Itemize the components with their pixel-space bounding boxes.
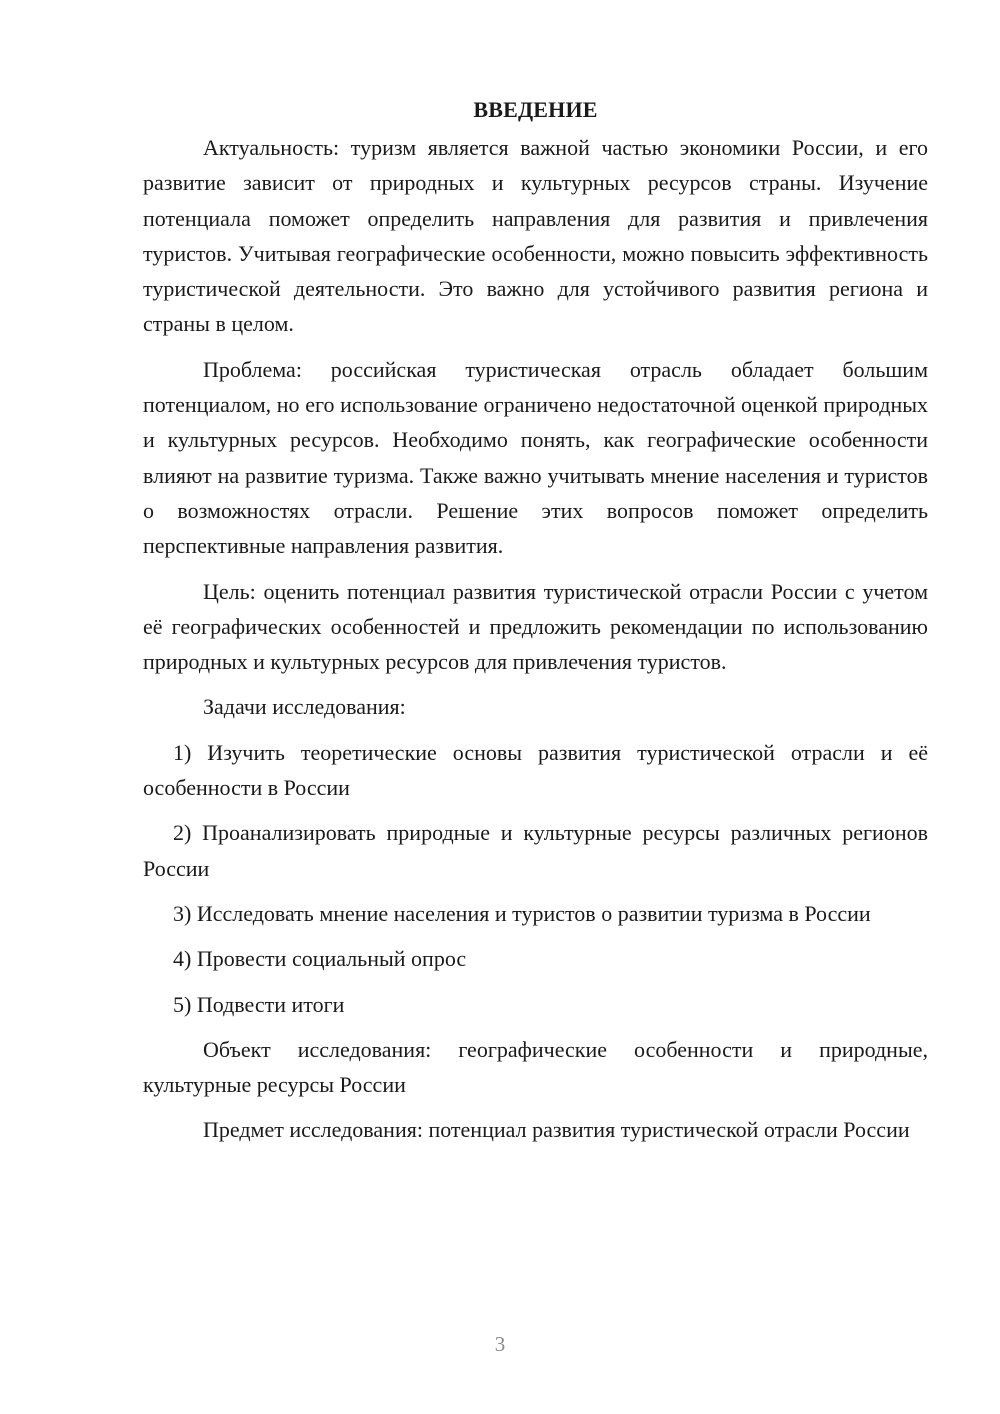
task-item-5: 5) Подвести итоги [173, 991, 345, 1017]
research-object-paragraph: Объект исследования: географические особенности и природные, культурные ресурсы России [143, 1036, 928, 1098]
tasks-heading: Задачи исследования: [203, 694, 406, 720]
problem-paragraph: Проблема: российская туристическая отрасль обладает большим потенциалом, но его использование ограничено недостаточной оценкой природных и культурных ресурсов. Необходимо понять, как географические особенности влияют на развитие туризма. Также важно учитывать мнение населения и туристов о возможностях отрасли. Решение этих вопросов поможет определить перспективные направления развития. [143, 356, 928, 559]
task-item-2: 2) Проанализировать природные и культурные ресурсы различных регионов России [143, 820, 928, 881]
task-item-1: 1) Изучить теоретические основы развития туристической отрасли и её особенности в России [143, 739, 928, 801]
document-page [143, 92, 928, 1158]
relevance-paragraph: Актуальность: туризм является важной частью экономики России, и его развитие зависит от природных и культурных ресурсов страны. Изучение потенциала поможет определить направления для развития и привлечения туристов. Учитывая географические особенности, можно повысить эффективность туристической деятельности. Это важно для устойчивого развития региона и страны в целом. [143, 135, 928, 337]
goal-paragraph: Цель: оценить потенциал развития туристической отрасли России с учетом её географических особенностей и предложить рекомендации по использованию природных и культурных ресурсов для привлечения туристов. [143, 578, 928, 675]
task-item-3: 3) Исследовать мнение населения и туристов о развитии туризма в России [173, 900, 871, 926]
task-item-4: 4) Провести социальный опрос [173, 946, 467, 972]
page-title: ВВЕДЕНИЕ [473, 97, 598, 122]
page-number: 3 [494, 1332, 506, 1356]
research-subject-paragraph: Предмет исследования: потенциал развития туристической отрасли России [203, 1117, 910, 1143]
